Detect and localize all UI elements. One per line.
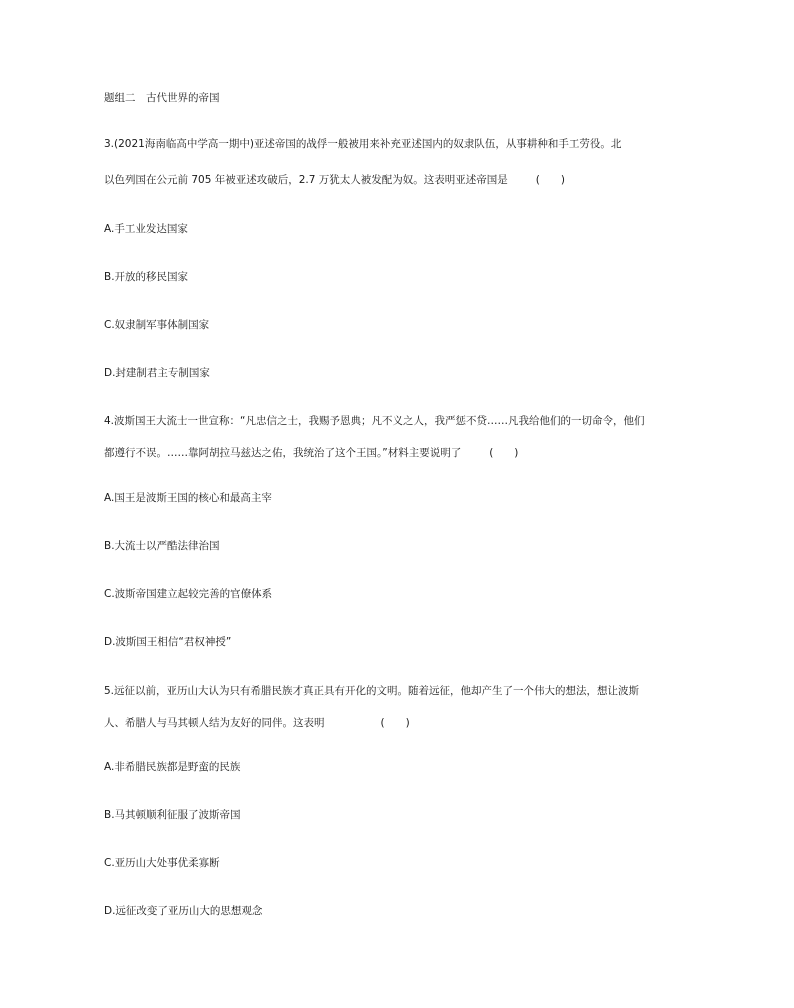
question-3-option-d: D.封建制君主专制国家 — [104, 367, 210, 379]
question-5-option-d: D.远征改变了亚历山大的思想观念 — [104, 905, 263, 917]
question-3-option-b: B.开放的移民国家 — [104, 271, 189, 283]
question-5-stem-text: 人、希腊人与马其顿人结为友好的同伴。这表明 — [104, 717, 325, 729]
answer-bracket: ( ) — [380, 717, 410, 729]
question-3-stem-line-1: 3.(2021海南临高中学高一期中)亚述帝国的战俘一般被用来补充亚述国内的奴隶队伍，从事耕种和手工劳役。北 — [104, 138, 622, 150]
question-4-stem-line-1: 4.波斯国王大流士一世宣称：“凡忠信之士，我赐予恩典；凡不义之人，我严惩不贷……凡我给他们的一切命令，他们 — [104, 415, 645, 427]
question-5-option-b: B.马其顿顺利征服了波斯帝国 — [104, 809, 241, 821]
question-3-stem-line-2 — [104, 173, 565, 187]
question-4-option-b: B.大流士以严酷法律治国 — [104, 540, 220, 552]
question-5-option-c: C.亚历山大处事优柔寡断 — [104, 857, 220, 869]
question-4-option-c: C.波斯帝国建立起较完善的官僚体系 — [104, 588, 273, 600]
question-3-option-a: A.手工业发达国家 — [104, 223, 188, 235]
question-5-stem-line-1: 5.远征以前，亚历山大认为只有希腊民族才真正具有开化的文明。随着远征，他却产生了一个伟大的想法，想让波斯 — [104, 685, 640, 697]
question-4-stem-text: 都遵行不误。……靠阿胡拉马兹达之佑，我统治了这个王国。”材料主要说明了 — [104, 447, 462, 459]
question-3-stem-text: 以色列国在公元前 705 年被亚述攻破后，2.7 万犹太人被发配为奴。这表明亚述帝国是 — [104, 174, 508, 186]
section-title: 题组二 古代世界的帝国 — [104, 92, 220, 104]
question-5-stem-line-2 — [104, 716, 410, 730]
answer-bracket: ( ) — [535, 174, 565, 186]
answer-bracket: ( ) — [489, 447, 519, 459]
question-4-stem-line-2 — [104, 446, 518, 460]
question-4-option-d: D.波斯国王相信“君权神授” — [104, 636, 232, 648]
question-4-option-a: A.国王是波斯王国的核心和最高主宰 — [104, 492, 272, 504]
question-5-option-a: A.非希腊民族都是野蛮的民族 — [104, 761, 241, 773]
question-3-option-c: C.奴隶制军事体制国家 — [104, 319, 210, 331]
